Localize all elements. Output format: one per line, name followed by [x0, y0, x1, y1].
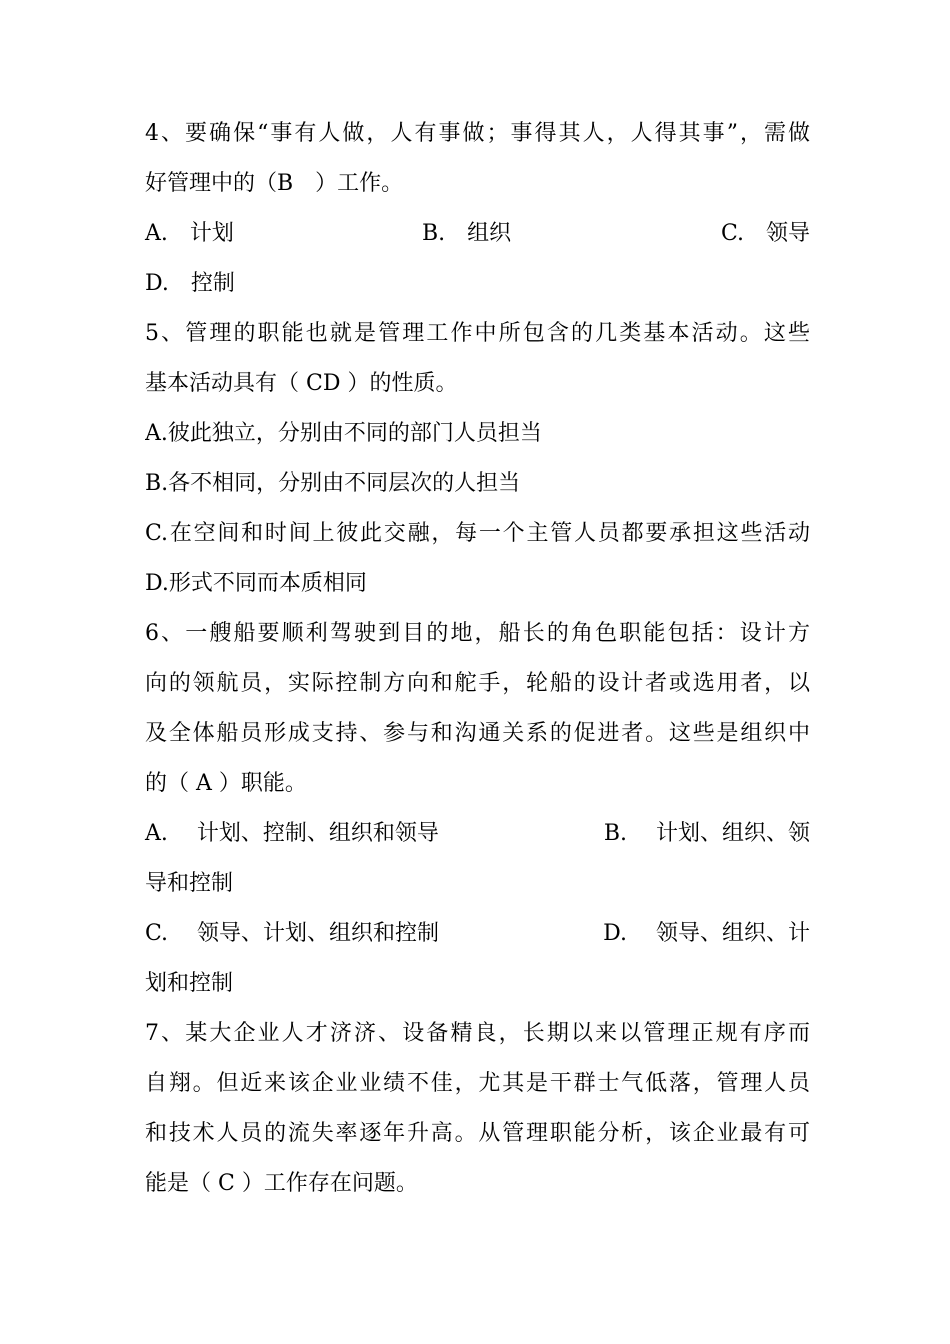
q4-option-d: D. 控制: [145, 271, 235, 296]
q4-option-a: A. 计划: [145, 221, 234, 246]
q4-option-c: C. 领导: [720, 221, 810, 246]
q5-option-a: A.彼此独立，分别由不同的部门人员担当: [145, 421, 542, 446]
q5-stem-line-1: 5、管理的职能也就是管理工作中所包含的几类基本活动。这些: [145, 321, 810, 346]
q5-option-c: C.在空间和时间上彼此交融，每一个主管人员都要承担这些活动: [145, 521, 810, 546]
q6-option-d-continued: 划和控制: [145, 971, 234, 996]
q6-option-a: A. 计划、控制、组织和领导: [145, 821, 439, 846]
q6-stem-line-4: 的（ A ）职能。: [145, 771, 307, 796]
q6-option-d: D. 领导、组织、计: [603, 921, 810, 946]
q5-option-d: D.形式不同而本质相同: [145, 571, 367, 596]
q6-stem-line-1: 6、一艘船要顺利驾驶到目的地，船长的角色职能包括：设计方: [145, 621, 810, 646]
q7-stem-line-2: 自翔。但近来该企业业绩不佳，尤其是干群士气低落，管理人员: [145, 1071, 810, 1096]
q6-option-c: C. 领导、计划、组织和控制: [145, 921, 440, 946]
q4-option-b: B. 组织: [422, 221, 512, 246]
q6-option-b-continued: 导和控制: [145, 871, 234, 896]
q6-option-b: B. 计划、组织、领: [603, 821, 810, 846]
q5-option-b: B.各不相同，分别由不同层次的人担当: [145, 471, 521, 496]
q6-stem-line-2: 向的领航员，实际控制方向和舵手，轮船的设计者或选用者，以: [145, 671, 810, 696]
q5-stem-line-2: 基本活动具有（ CD ）的性质。: [145, 371, 458, 396]
q7-stem-line-4: 能是（ C ）工作存在问题。: [145, 1171, 418, 1196]
q4-stem-line-2: 好管理中的（B ）工作。: [145, 171, 404, 196]
q7-stem-line-3: 和技术人员的流失率逐年升高。从管理职能分析，该企业最有可: [145, 1121, 810, 1146]
q4-stem-line-1: 4、要确保“事有人做，人有事做；事得其人，人得其事”，需做: [145, 121, 810, 146]
q6-stem-line-3: 及全体船员形成支持、参与和沟通关系的促进者。这些是组织中: [145, 721, 810, 746]
q7-stem-line-1: 7、某大企业人才济济、设备精良，长期以来以管理正规有序而: [145, 1021, 810, 1046]
